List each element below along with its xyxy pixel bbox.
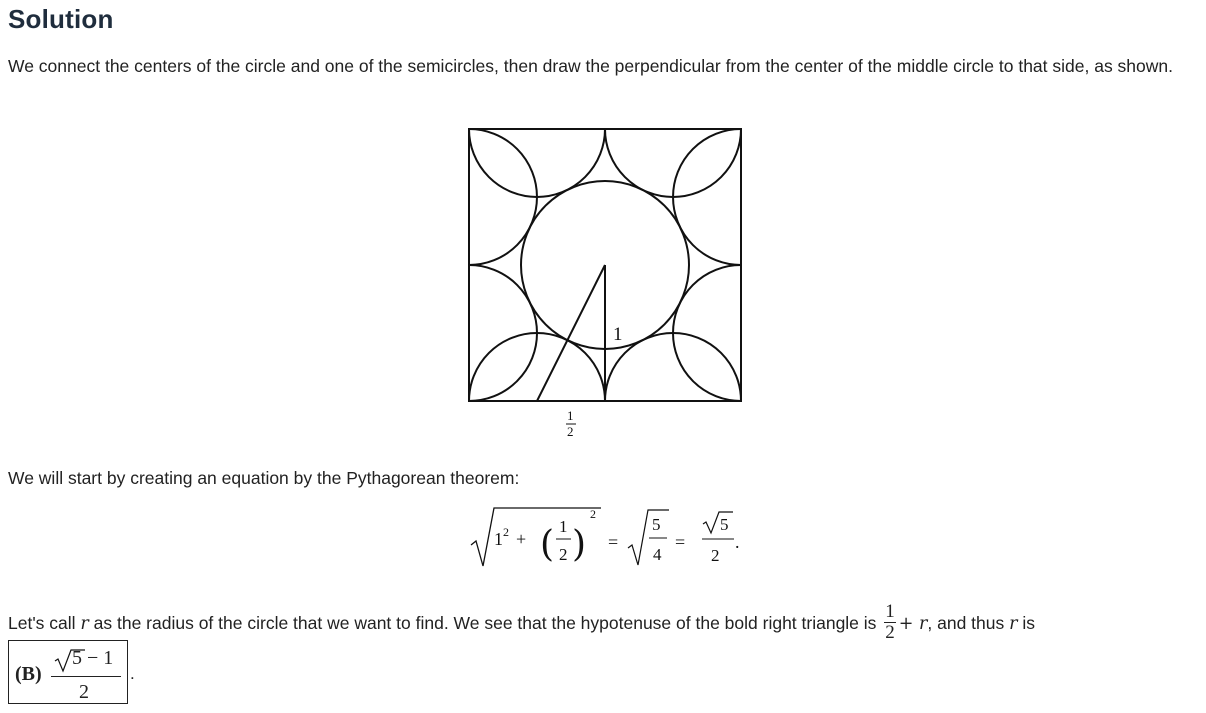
intro-paragraph: We connect the centers of the circle and one of the semicircles, then draw the perpendicular from the center of the middle circle to that side, as shown. <box>8 56 1174 76</box>
eq-equals-1: = <box>608 532 619 552</box>
eq-outer-exp: 2 <box>590 507 596 521</box>
eq-five: 5 <box>652 515 661 534</box>
answer-fraction-bar <box>51 676 121 677</box>
radius-text-4: is <box>1017 613 1035 634</box>
answer-label: (B) <box>15 663 42 685</box>
pythagorean-paragraph: We will start by creating an equation by the Pythagorean theorem: <box>8 468 520 488</box>
radius-text-3: , and thus <box>927 613 1010 634</box>
answer-denominator: 2 <box>79 681 89 703</box>
eq-plus: + <box>516 529 527 549</box>
radius-text-1: Let's call <box>8 613 81 634</box>
eq-sqrt5-num: 5 <box>720 515 729 534</box>
eq-four: 4 <box>653 545 662 564</box>
radius-text-2: as the radius of the circle that we want to find. We see that the hypotenuse of the bold right triangle is <box>88 613 882 634</box>
answer-box <box>8 640 128 704</box>
label-half-num: 1 <box>567 408 574 423</box>
answer-numerator: 5 − 1 <box>72 647 114 669</box>
radius-var-r1: r <box>80 614 89 635</box>
plus-r: + r <box>898 614 928 635</box>
eq-period: . <box>735 532 740 552</box>
eq-two: 2 <box>711 546 720 565</box>
eq-equals-2: = <box>675 532 686 552</box>
eq-one: 1 <box>494 529 503 549</box>
inline-fraction-half <box>884 602 896 643</box>
eq-frac-num: 1 <box>559 517 568 536</box>
eq-frac-den: 2 <box>559 545 568 564</box>
radius-paragraph <box>8 601 1035 645</box>
label-half-den: 2 <box>567 424 574 439</box>
label-one: 1 <box>613 324 623 345</box>
solution-heading: Solution <box>8 4 114 34</box>
radius-var-r2: r <box>1009 614 1018 635</box>
eq-one-exp: 2 <box>503 525 509 539</box>
eq-right-paren: ) <box>572 524 587 565</box>
inline-frac-den: 2 <box>885 622 895 643</box>
answer-trailing-period: . <box>130 664 135 683</box>
inline-frac-num: 1 <box>885 601 895 622</box>
eq-left-paren: ( <box>540 524 555 565</box>
